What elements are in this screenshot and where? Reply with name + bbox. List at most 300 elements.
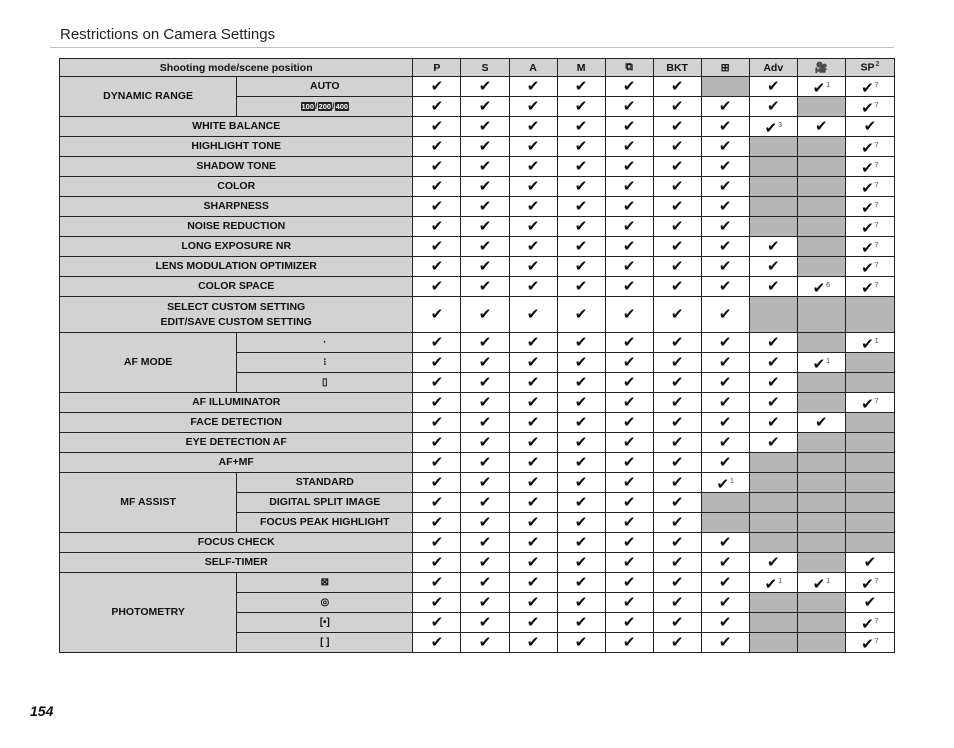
check-mark-icon: ✔ <box>716 475 730 493</box>
available-check <box>413 97 461 117</box>
available-check <box>653 197 701 217</box>
unavailable-cell <box>845 533 894 553</box>
available-check <box>701 473 749 493</box>
available-check <box>653 533 701 553</box>
check-mark-icon: ✔ <box>478 198 492 215</box>
available-check <box>797 353 845 373</box>
available-check <box>557 353 605 373</box>
table-row <box>60 297 895 333</box>
check-mark-icon: ✔ <box>526 494 540 511</box>
available-check <box>557 197 605 217</box>
check-mark-icon: ✔ <box>812 575 826 593</box>
available-check <box>605 297 653 333</box>
available-check <box>413 473 461 493</box>
check-mark-icon: ✔ <box>622 394 636 411</box>
check-mark-icon: ✔ <box>861 279 874 297</box>
available-check <box>461 513 509 533</box>
available-check <box>701 393 749 413</box>
table-row <box>60 533 895 553</box>
check-mark-icon: ✔ <box>478 78 492 95</box>
available-check <box>413 137 461 157</box>
row-sub-label: FOCUS PEAK HIGHLIGHT <box>237 513 413 533</box>
row-group-label: AF MODE <box>60 333 237 393</box>
available-check <box>797 573 845 593</box>
unavailable-cell <box>749 177 797 197</box>
available-check <box>509 413 557 433</box>
available-check <box>461 97 509 117</box>
table-row <box>60 573 895 593</box>
available-check <box>749 117 797 137</box>
unavailable-cell <box>845 297 894 333</box>
corner-label: Shooting mode/scene position <box>60 59 413 77</box>
check-mark-icon: ✔ <box>574 198 588 215</box>
available-check <box>845 633 894 653</box>
available-check <box>557 573 605 593</box>
check-mark-icon: ✔ <box>526 574 540 591</box>
table-row <box>60 333 895 353</box>
center-weighted-icon: ◎ <box>320 597 330 608</box>
available-check <box>557 297 605 333</box>
row-label: SELF-TIMER <box>60 553 413 573</box>
portrait-icon <box>605 59 653 77</box>
table-row <box>60 433 895 453</box>
check-mark-icon: ✔ <box>526 78 540 95</box>
check-mark-icon: ✔ <box>526 434 540 451</box>
unavailable-cell <box>749 197 797 217</box>
check-mark-icon: ✔ <box>430 278 444 295</box>
available-check <box>509 237 557 257</box>
unavailable-cell <box>749 473 797 493</box>
unavailable-cell <box>797 297 845 333</box>
available-check <box>605 277 653 297</box>
check-mark-icon: ✔ <box>478 454 492 471</box>
average-metering-icon <box>237 633 413 653</box>
check-mark-icon: ✔ <box>478 158 492 175</box>
available-check <box>653 353 701 373</box>
check-mark-icon: ✔ <box>526 258 540 275</box>
check-mark-icon: ✔ <box>622 238 636 255</box>
check-mark-icon: ✔ <box>622 78 636 95</box>
available-check <box>749 97 797 117</box>
available-check <box>413 453 461 473</box>
available-check <box>749 333 797 353</box>
available-check <box>701 433 749 453</box>
check-mark-icon: ✔ <box>718 138 732 155</box>
unavailable-cell <box>749 217 797 237</box>
unavailable-cell <box>797 217 845 237</box>
available-check <box>413 237 461 257</box>
available-check <box>701 453 749 473</box>
check-mark-icon: ✔ <box>574 514 588 531</box>
cell-footnote: 7 <box>874 637 879 645</box>
available-check <box>461 297 509 333</box>
available-check <box>605 633 653 653</box>
check-mark-icon: ✔ <box>430 394 444 411</box>
available-check <box>845 553 894 573</box>
check-mark-icon: ✔ <box>478 374 492 391</box>
available-check <box>461 373 509 393</box>
check-mark-icon: ✔ <box>526 306 540 323</box>
check-mark-icon: ✔ <box>670 534 684 551</box>
check-mark-icon: ✔ <box>861 219 874 237</box>
available-check <box>509 573 557 593</box>
available-check <box>413 393 461 413</box>
check-mark-icon: ✔ <box>863 594 877 611</box>
table-row <box>60 137 895 157</box>
check-mark-icon: ✔ <box>718 414 732 431</box>
check-mark-icon: ✔ <box>718 614 732 631</box>
check-mark-icon: ✔ <box>861 99 874 117</box>
available-check <box>605 513 653 533</box>
unavailable-cell <box>797 197 845 217</box>
available-check <box>653 453 701 473</box>
check-mark-icon: ✔ <box>430 474 444 491</box>
available-check <box>413 373 461 393</box>
check-mark-icon: ✔ <box>478 514 492 531</box>
available-check <box>413 157 461 177</box>
available-check <box>653 277 701 297</box>
cell-footnote: 7 <box>874 161 879 169</box>
check-mark-icon: ✔ <box>861 395 874 413</box>
unavailable-cell <box>749 493 797 513</box>
check-mark-icon: ✔ <box>526 178 540 195</box>
check-mark-icon: ✔ <box>766 238 780 255</box>
check-mark-icon: ✔ <box>766 374 780 391</box>
check-mark-icon: ✔ <box>526 554 540 571</box>
available-check <box>557 237 605 257</box>
check-mark-icon: ✔ <box>526 218 540 235</box>
check-mark-icon: ✔ <box>622 594 636 611</box>
check-mark-icon: ✔ <box>718 394 732 411</box>
check-mark-icon: ✔ <box>574 454 588 471</box>
row-label: COLOR <box>60 177 413 197</box>
unavailable-cell <box>797 137 845 157</box>
available-check <box>605 157 653 177</box>
check-mark-icon: ✔ <box>478 354 492 371</box>
unavailable-cell <box>797 613 845 633</box>
available-check <box>797 277 845 297</box>
cell-footnote: 7 <box>874 397 879 405</box>
check-mark-icon: ✔ <box>861 635 874 653</box>
available-check <box>413 513 461 533</box>
available-check <box>557 453 605 473</box>
single-point-icon <box>237 333 413 353</box>
row-label: SELECT CUSTOM SETTING EDIT/SAVE CUSTOM SETTING <box>60 297 413 333</box>
available-check <box>605 573 653 593</box>
cell-footnote: 7 <box>874 201 879 209</box>
available-check <box>509 393 557 413</box>
check-mark-icon: ✔ <box>574 138 588 155</box>
check-mark-icon: ✔ <box>430 198 444 215</box>
check-mark-icon: ✔ <box>718 178 732 195</box>
check-mark-icon: ✔ <box>670 494 684 511</box>
available-check <box>701 177 749 197</box>
available-check <box>653 493 701 513</box>
available-check <box>749 237 797 257</box>
check-mark-icon: ✔ <box>478 334 492 351</box>
check-mark-icon: ✔ <box>718 238 732 255</box>
check-mark-icon: ✔ <box>478 594 492 611</box>
row-label: WHITE BALANCE <box>60 117 413 137</box>
available-check <box>845 257 894 277</box>
available-check <box>509 433 557 453</box>
available-check <box>509 257 557 277</box>
check-mark-icon: ✔ <box>670 334 684 351</box>
check-mark-icon: ✔ <box>430 306 444 323</box>
table-row <box>60 553 895 573</box>
available-check <box>413 593 461 613</box>
available-check <box>605 197 653 217</box>
unavailable-cell <box>749 533 797 553</box>
available-check <box>701 413 749 433</box>
header-rule <box>50 47 894 48</box>
check-mark-icon: ✔ <box>430 238 444 255</box>
check-mark-icon: ✔ <box>718 574 732 591</box>
available-check <box>653 633 701 653</box>
available-check <box>605 533 653 553</box>
available-check <box>461 493 509 513</box>
check-mark-icon: ✔ <box>718 158 732 175</box>
table-row <box>60 277 895 297</box>
available-check <box>461 453 509 473</box>
check-mark-icon: ✔ <box>430 554 444 571</box>
check-mark-icon: ✔ <box>622 354 636 371</box>
table-row <box>60 453 895 473</box>
check-mark-icon: ✔ <box>574 278 588 295</box>
row-label: COLOR SPACE <box>60 277 413 297</box>
column-header-label: BKT <box>666 61 688 74</box>
available-check <box>557 157 605 177</box>
available-check <box>653 573 701 593</box>
check-mark-icon: ✔ <box>526 594 540 611</box>
table-row <box>60 473 895 493</box>
unavailable-cell <box>845 413 894 433</box>
check-mark-icon: ✔ <box>764 575 778 593</box>
check-mark-icon: ✔ <box>718 278 732 295</box>
check-mark-icon: ✔ <box>526 534 540 551</box>
available-check <box>845 177 894 197</box>
column-header-label: 🎥 <box>814 62 828 74</box>
available-check <box>845 197 894 217</box>
available-check <box>413 353 461 373</box>
check-mark-icon: ✔ <box>430 414 444 431</box>
check-mark-icon: ✔ <box>574 394 588 411</box>
unavailable-cell <box>749 453 797 473</box>
available-check <box>413 533 461 553</box>
available-check <box>653 473 701 493</box>
available-check <box>605 553 653 573</box>
available-check <box>845 593 894 613</box>
unavailable-cell <box>797 157 845 177</box>
available-check <box>605 453 653 473</box>
available-check <box>653 237 701 257</box>
available-check <box>557 277 605 297</box>
check-mark-icon: ✔ <box>670 474 684 491</box>
cell-footnote: 1 <box>730 477 734 485</box>
unavailable-cell <box>749 297 797 333</box>
check-mark-icon: ✔ <box>622 218 636 235</box>
cell-footnote: 7 <box>874 81 879 89</box>
available-check <box>557 473 605 493</box>
check-mark-icon: ✔ <box>574 306 588 323</box>
cell-footnote: 7 <box>874 281 879 289</box>
available-check <box>509 613 557 633</box>
check-mark-icon: ✔ <box>574 158 588 175</box>
available-check <box>557 137 605 157</box>
average-metering-icon: [ ] <box>320 637 330 648</box>
available-check <box>509 373 557 393</box>
available-check <box>461 257 509 277</box>
check-mark-icon: ✔ <box>430 178 444 195</box>
available-check <box>653 217 701 237</box>
available-check <box>701 117 749 137</box>
cell-footnote: 1 <box>826 357 831 365</box>
check-mark-icon: ✔ <box>526 158 540 175</box>
column-header-label: Adv <box>763 61 784 74</box>
available-check <box>749 393 797 413</box>
check-mark-icon: ✔ <box>430 218 444 235</box>
available-check <box>605 493 653 513</box>
check-mark-icon: ✔ <box>526 374 540 391</box>
check-mark-icon: ✔ <box>622 514 636 531</box>
available-check <box>509 97 557 117</box>
unavailable-cell <box>749 513 797 533</box>
check-mark-icon: ✔ <box>478 138 492 155</box>
check-mark-icon: ✔ <box>670 178 684 195</box>
check-mark-icon: ✔ <box>478 474 492 491</box>
row-label: FACE DETECTION <box>60 413 413 433</box>
check-mark-icon: ✔ <box>861 259 874 277</box>
multiple-exposure-icon <box>701 59 749 77</box>
available-check <box>701 97 749 117</box>
available-check <box>605 433 653 453</box>
spot-metering-icon: [•] <box>319 617 330 628</box>
cell-footnote: 1 <box>778 577 782 585</box>
page-header-title: Restrictions on Camera Settings <box>60 26 276 43</box>
unavailable-cell <box>797 373 845 393</box>
available-check <box>749 573 797 593</box>
check-mark-icon: ✔ <box>670 138 684 155</box>
available-check <box>701 137 749 157</box>
check-mark-icon: ✔ <box>526 634 540 651</box>
check-mark-icon: ✔ <box>430 534 444 551</box>
available-check <box>461 157 509 177</box>
column-header-label: ⧉ <box>625 61 633 73</box>
check-mark-icon: ✔ <box>478 554 492 571</box>
check-mark-icon: ✔ <box>622 278 636 295</box>
unavailable-cell <box>845 373 894 393</box>
available-check <box>413 297 461 333</box>
restrictions-table <box>59 58 895 653</box>
unavailable-cell <box>797 493 845 513</box>
available-check <box>413 553 461 573</box>
available-check <box>653 177 701 197</box>
check-mark-icon: ✔ <box>861 615 874 633</box>
table-row <box>60 237 895 257</box>
check-mark-icon: ✔ <box>478 534 492 551</box>
unavailable-cell <box>845 433 894 453</box>
available-check <box>605 413 653 433</box>
check-mark-icon: ✔ <box>718 118 732 135</box>
check-mark-icon: ✔ <box>718 634 732 651</box>
available-check <box>509 117 557 137</box>
available-check <box>413 433 461 453</box>
row-label: EYE DETECTION AF <box>60 433 413 453</box>
check-mark-icon: ✔ <box>622 614 636 631</box>
available-check <box>845 77 894 97</box>
available-check <box>461 473 509 493</box>
unavailable-cell <box>797 553 845 573</box>
check-mark-icon: ✔ <box>574 534 588 551</box>
check-mark-icon: ✔ <box>718 334 732 351</box>
table-row <box>60 393 895 413</box>
available-check <box>653 393 701 413</box>
column-header-label: S <box>481 61 489 74</box>
available-check <box>509 353 557 373</box>
available-check <box>701 353 749 373</box>
available-check <box>557 333 605 353</box>
available-check <box>653 297 701 333</box>
available-check <box>461 277 509 297</box>
check-mark-icon: ✔ <box>526 198 540 215</box>
available-check <box>653 157 701 177</box>
available-check <box>605 117 653 137</box>
check-mark-icon: ✔ <box>430 454 444 471</box>
check-mark-icon: ✔ <box>478 634 492 651</box>
available-check <box>605 613 653 633</box>
check-mark-icon: ✔ <box>574 494 588 511</box>
check-mark-icon: ✔ <box>622 634 636 651</box>
column-header-label: M <box>576 61 586 74</box>
table-header-row <box>60 59 895 77</box>
multi-metering-icon <box>237 573 413 593</box>
available-check <box>461 117 509 137</box>
check-mark-icon: ✔ <box>670 574 684 591</box>
check-mark-icon: ✔ <box>670 614 684 631</box>
cell-footnote: 7 <box>874 101 879 109</box>
available-check <box>605 393 653 413</box>
check-mark-icon: ✔ <box>526 334 540 351</box>
available-check <box>509 77 557 97</box>
check-mark-icon: ✔ <box>670 278 684 295</box>
check-mark-icon: ✔ <box>670 434 684 451</box>
available-check <box>605 593 653 613</box>
available-check <box>557 513 605 533</box>
check-mark-icon: ✔ <box>718 554 732 571</box>
check-mark-icon: ✔ <box>812 355 826 373</box>
available-check <box>413 117 461 137</box>
available-check <box>509 513 557 533</box>
check-mark-icon: ✔ <box>766 258 780 275</box>
check-mark-icon: ✔ <box>861 179 874 197</box>
cell-footnote: 7 <box>874 261 879 269</box>
check-mark-icon: ✔ <box>430 594 444 611</box>
table-row <box>60 257 895 277</box>
available-check <box>557 257 605 277</box>
check-mark-icon: ✔ <box>574 614 588 631</box>
check-mark-icon: ✔ <box>574 634 588 651</box>
table-row <box>60 177 895 197</box>
available-check <box>797 77 845 97</box>
check-mark-icon: ✔ <box>574 118 588 135</box>
check-mark-icon: ✔ <box>670 158 684 175</box>
available-check <box>701 573 749 593</box>
check-mark-icon: ✔ <box>718 434 732 451</box>
available-check <box>845 217 894 237</box>
table-body <box>60 77 895 653</box>
available-check <box>653 373 701 393</box>
check-mark-icon: ✔ <box>622 534 636 551</box>
